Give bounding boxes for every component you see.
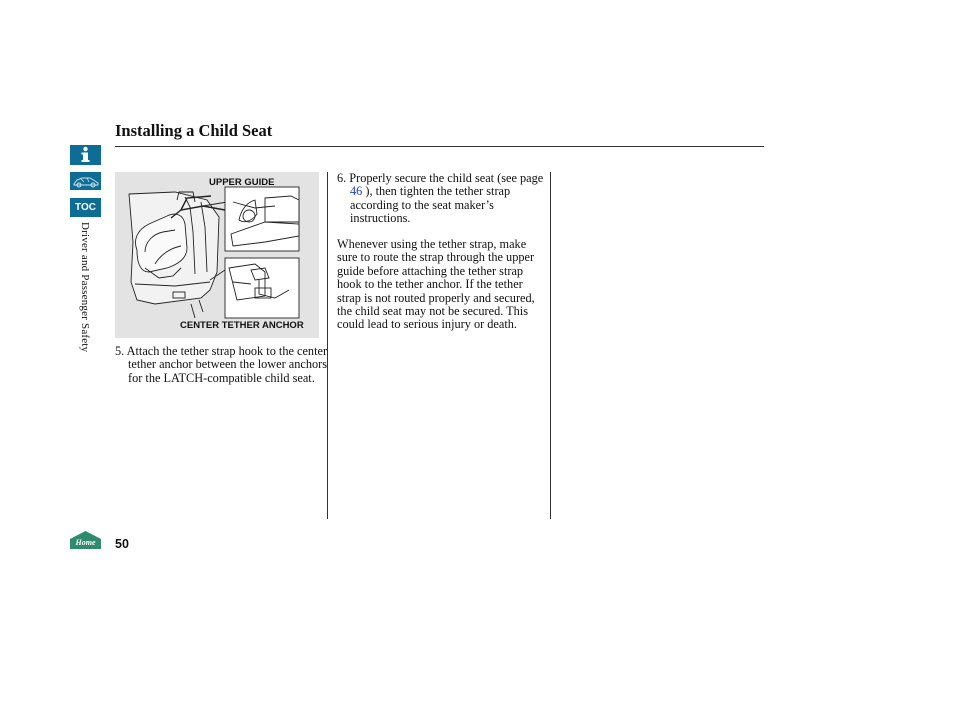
child-seat-figure (115, 172, 319, 338)
home-button[interactable] (70, 531, 101, 549)
tether-warning-text: Whenever using the tether strap, make sure to route the strap through the upper guide before attaching the tether strap hook to the tether anchor. If the tether strap is not routed properly and secured, the child seat may not be secured. This could lead to serious injury or death. (337, 237, 535, 332)
page-number: 50 (115, 537, 129, 551)
upper-guide-label: UPPER GUIDE (209, 177, 275, 188)
info-icon (70, 145, 101, 165)
child-seat-illustration (115, 172, 319, 338)
info-button[interactable] (70, 145, 101, 165)
home-icon (70, 531, 101, 549)
vehicle-index-button[interactable] (70, 172, 101, 190)
column-divider-left (327, 172, 328, 519)
home-label: Home (75, 538, 96, 547)
page-46-link[interactable]: 46 (350, 184, 363, 199)
toc-button[interactable]: TOC (70, 198, 101, 217)
section-side-label: Driver and Passenger Safety (79, 222, 91, 353)
page-title: Installing a Child Seat (115, 121, 273, 140)
center-tether-anchor-label: CENTER TETHER ANCHOR (180, 320, 304, 331)
step-5-text: 5. Attach the tether strap hook to the center tether anchor between the lower anchors for the LATCH-compatible child seat. (115, 344, 328, 385)
title-divider (115, 146, 764, 147)
step-6-text (337, 172, 557, 226)
step-6-tail: ), then tighten the tether strap according to the seat maker’s instructions. (350, 184, 511, 226)
step-6-lead: 6. Properly secure the child seat (see page (337, 171, 544, 185)
car-icon (70, 172, 101, 190)
